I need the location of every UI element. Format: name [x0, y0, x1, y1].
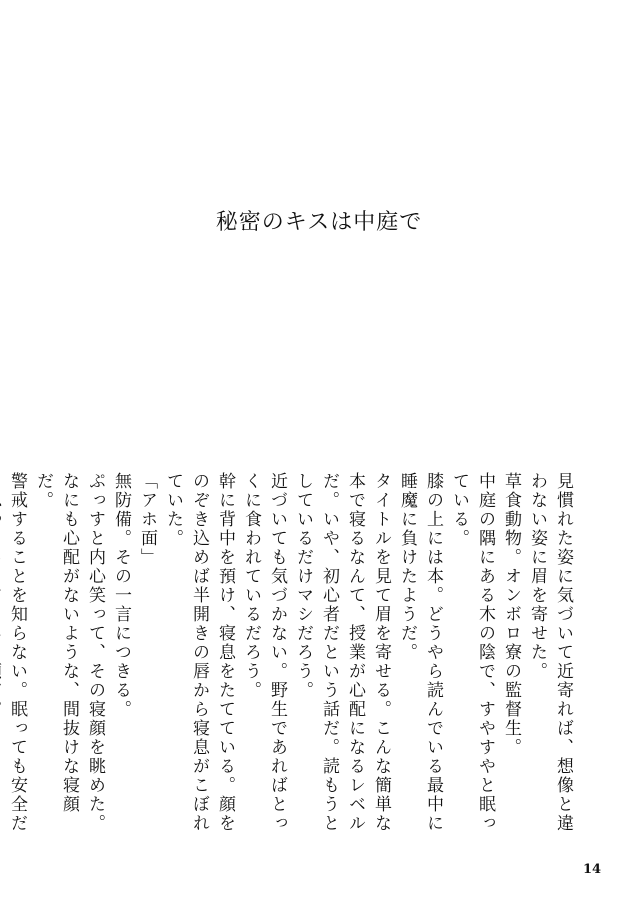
paragraph: 幹に背中を預け、寝息をたてている。顔をのぞき込めば半開きの唇から寝息がこぼれていた。	[163, 472, 235, 833]
paragraph: 近づいても気づかない。野生であればとっくに食われているだろう。	[241, 472, 287, 833]
paragraph: ぷっすと内心笑って、その寝顔を眺めた。	[85, 472, 105, 833]
page-number: 14	[583, 862, 602, 877]
paragraph: 膝の上には本。どうやら読んでいる最中に睡魔に負けたようだ。	[397, 472, 443, 833]
chapter-title: 秘密のキスは中庭で	[215, 210, 423, 235]
paragraph: タイトルを見て眉を寄せる。こんな簡単な本で寝るなんて、授業が心配になるレベルだ。いや、初心者だという話だ。読もうとしているだけマシだろう。	[293, 472, 391, 833]
paragraph: 見慣れた姿に気づいて近寄れば、想像と違わない姿に眉を寄せた。	[527, 472, 573, 833]
paragraph: 草食動物。オンボロ寮の監督生。	[501, 472, 521, 757]
body-text	[7, 472, 576, 837]
paragraph: 警戒することを知らない。眠っても安全だ	[7, 472, 27, 833]
paragraph: なにも心配がないような、間抜けな寝顔だ。	[33, 472, 79, 814]
paragraph: 中庭の隅にある木の陰で、すやすやと眠っている。	[449, 472, 495, 833]
paragraph: 「アホ面」	[137, 472, 157, 567]
paragraph: 無防備。その一言につきる。	[111, 472, 131, 719]
